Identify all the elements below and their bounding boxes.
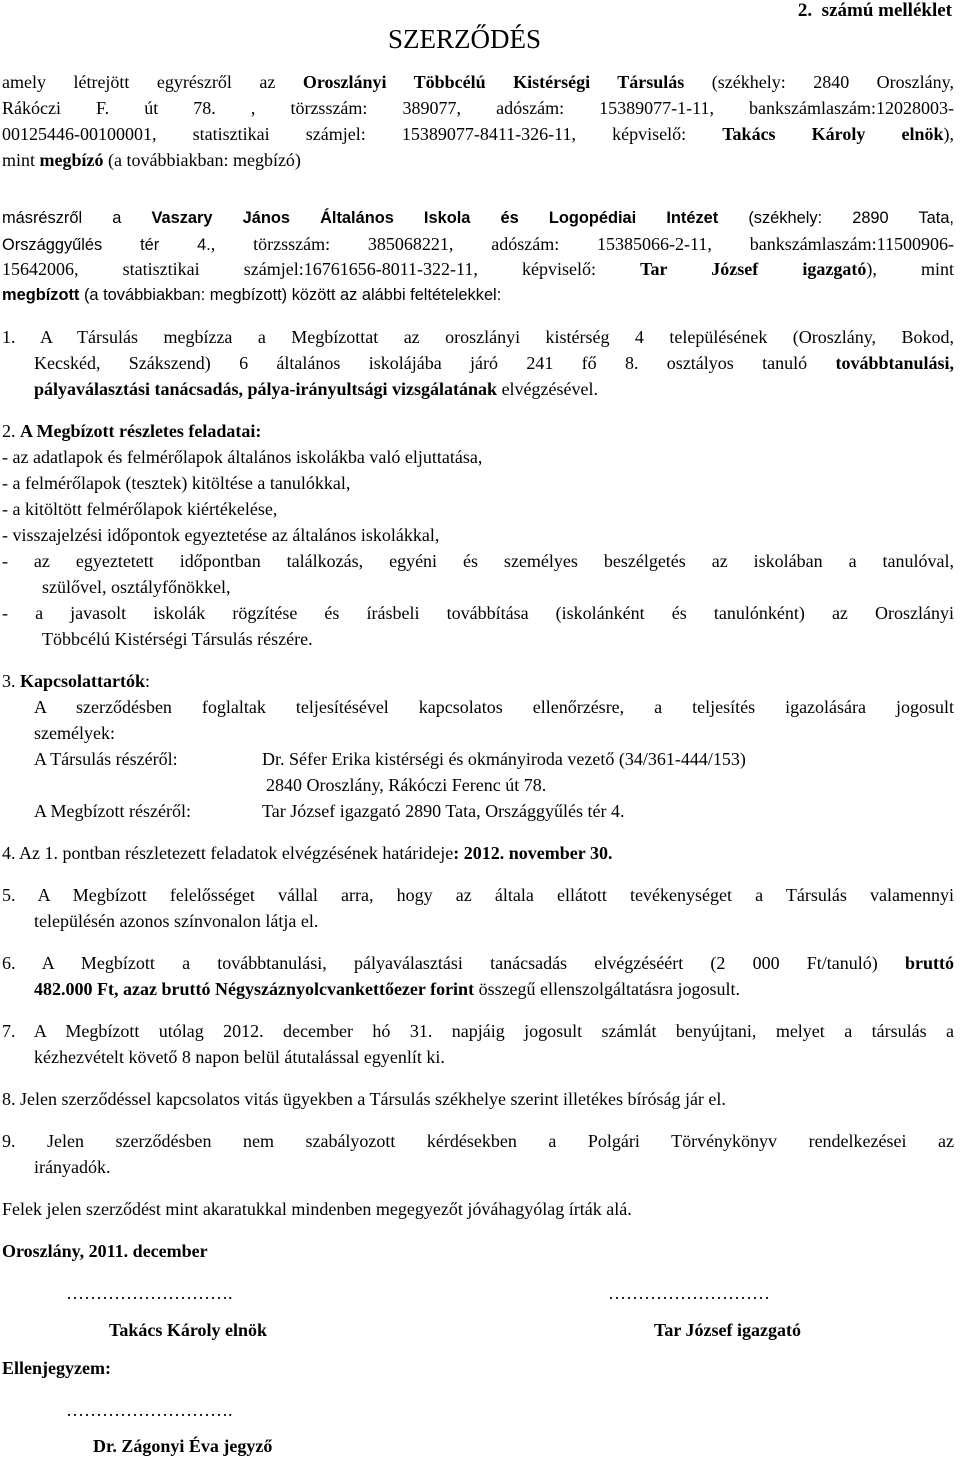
signature-name-right: Tar József igazgató: [654, 1320, 801, 1340]
section-1-line: 1. A Társulás megbízza a Megbízottat az oroszlányi kistérség 4 településének (Oroszlány, Bokod,: [2, 327, 954, 347]
parties-line: amely létrejött egyrészről az Oroszlányi Többcélú Kistérségi Társulás (székhely: 2840 Oroszlány,: [2, 72, 954, 92]
list-item: - visszajelzési időpontok egyeztetése az általános iskolákkal,: [2, 525, 440, 545]
section-4-line: 4. Az 1. pontban részletezett feladatok elvégzésének határideje: 2012. november 30.: [2, 843, 613, 863]
page-title: SZERZŐDÉS: [388, 24, 542, 54]
section-9-line: irányadók.: [34, 1157, 111, 1177]
section-3-heading: 3. Kapcsolattartók:: [2, 671, 151, 691]
section-8-line: 8. Jelen szerződéssel kapcsolatos vitás ügyekben a Társulás székhelye szerint illetékes bíróság jár el.: [2, 1089, 726, 1109]
signature-line-right: ………………………: [608, 1283, 770, 1303]
list-item: - a felmérőlapok (tesztek) kitöltése a tanulókkal,: [2, 473, 351, 493]
contact-value: Dr. Séfer Erika kistérségi és okmányiroda vezető (34/361-444/153): [262, 749, 746, 769]
place-date: Oroszlány, 2011. december: [2, 1241, 208, 1261]
parties-line: 15642006, statisztikai számjel:16761656-8011-322-11, képviselő: Tar József igazgató), mint: [2, 259, 954, 279]
parties-line: másrészről a Vaszary János Általános Iskola és Logopédiai Intézet (székhely: 2890 Tata,: [2, 209, 954, 227]
closing-text: Felek jelen szerződést mint akaratukkal mindenben megegyezőt jóváhagyólag írták alá.: [2, 1199, 632, 1219]
signature-line-bottom: ……………………….: [66, 1400, 233, 1420]
list-item: Többcélú Kistérségi Társulás részére.: [42, 629, 313, 649]
section-3-line: személyek:: [34, 723, 115, 743]
contact-label: A Társulás részéről:: [34, 749, 178, 769]
signature-name-bottom: Dr. Zágonyi Éva jegyző: [93, 1436, 273, 1456]
parties-line: megbízott (a továbbiakban: megbízott) között az alábbi feltételekkel:: [2, 286, 502, 304]
section-1-line: Kecskéd, Szákszend) 6 általános iskolájába járó 241 fő 8. osztályos tanuló továbbtanulási,: [34, 353, 954, 373]
list-item: - a kitöltött felmérőlapok kiértékelése,: [2, 499, 278, 519]
section-6-line: 6. A Megbízott a továbbtanulási, pályaválasztási tanácsadás elvégzéséért (2 000 Ft/tanuló) bruttó: [2, 953, 954, 973]
section-3-line: A szerződésben foglaltak teljesítésével kapcsolatos ellenőrzésre, a teljesítés igazolására jogosult: [34, 697, 954, 717]
signature-name-left: Takács Károly elnök: [109, 1320, 268, 1340]
section-7-line: kézhezvételt követő 8 napon belül átutalással egyenlít ki.: [34, 1047, 445, 1067]
section-6-line: 482.000 Ft, azaz bruttó Négyszáznyolcvankettőezer forint összegű ellenszolgáltatásra jogosult.: [34, 979, 740, 999]
contact-label: A Megbízott részéről:: [34, 801, 191, 821]
section-9-line: 9. Jelen szerződésben nem szabályozott kérdésekben a Polgári Törvénykönyv rendelkezései az: [2, 1131, 954, 1151]
section-5-line: településén azonos színvonalon látja el.: [34, 911, 319, 931]
parties-line: 00125446-00100001, statisztikai számjel: 15389077-8411-326-11, képviselő: Takács Károly elnök),: [2, 124, 954, 144]
parties-line: Országgyűlés tér 4., törzsszám: 385068221, adószám: 15385066-2-11, bankszámlaszám:11500906-: [2, 234, 954, 254]
section-7-line: 7. A Megbízott utólag 2012. december hó 31. napjáig jogosult számlát benyújtani, melyet a társulás a: [2, 1021, 954, 1041]
list-item: - az adatlapok és felmérőlapok általános iskolákba való eljuttatása,: [2, 447, 483, 467]
contact-value: 2840 Oroszlány, Rákóczi Ferenc út 78.: [266, 775, 547, 795]
contact-value: Tar József igazgató 2890 Tata, Országgyűlés tér 4.: [262, 801, 625, 821]
list-item: szülővel, osztályfőnökkel,: [42, 577, 231, 597]
countersign-label: Ellenjegyzem:: [2, 1358, 111, 1378]
list-item: - a javasolt iskolák rögzítése és írásbeli továbbítása (iskolánként és tanulónként) az Oroszlányi: [2, 603, 954, 623]
section-2-heading: 2. A Megbízott részletes feladatai:: [2, 421, 262, 441]
section-5-line: 5. A Megbízott felelősséget vállal arra, hogy az általa ellátott tevékenységet a Társulás valamennyi: [2, 885, 954, 905]
signature-line-left: ……………………….: [66, 1283, 233, 1303]
annex-label: 2. számú melléklet: [797, 0, 952, 21]
parties-line: Rákóczi F. út 78. , törzsszám: 389077, adószám: 15389077-1-11, bankszámlaszám:12028003-: [2, 98, 954, 118]
list-item: - az egyeztetett időpontban találkozás, egyéni és személyes beszélgetés az iskolában a tanulóval,: [2, 551, 954, 571]
section-1-line: pályaválasztási tanácsadás, pálya-irányultsági vizsgálatának elvégzésével.: [34, 379, 599, 399]
parties-line: mint megbízó (a továbbiakban: megbízó): [2, 150, 301, 170]
